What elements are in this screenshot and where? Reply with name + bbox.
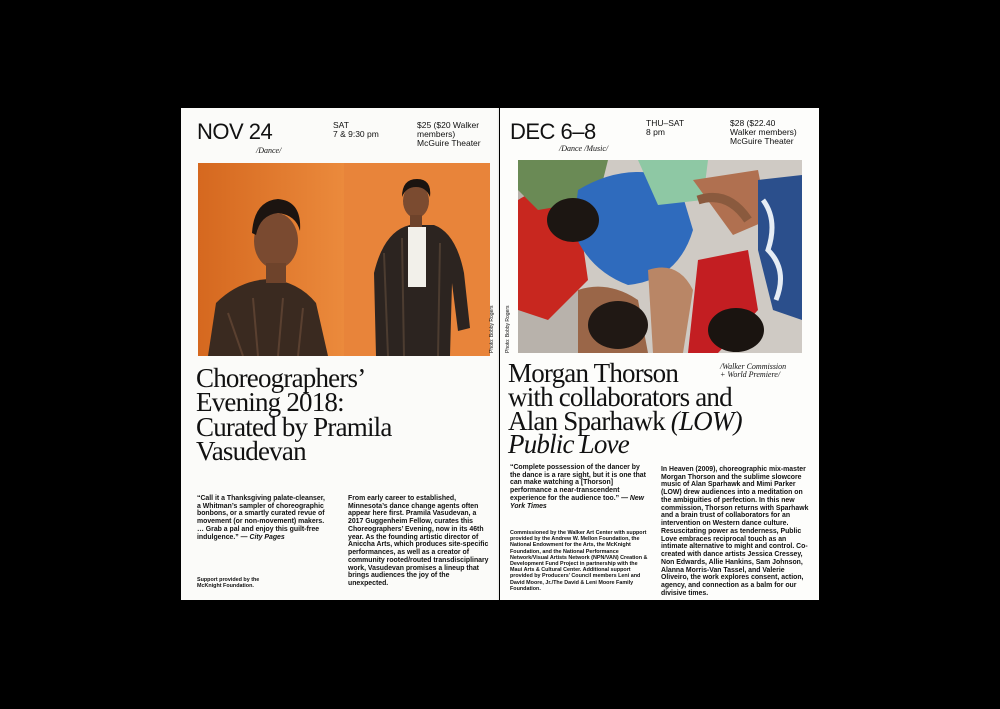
event-date: NOV 24 xyxy=(197,119,273,144)
press-quote: “Complete possession of the dancer by the dance is a rare sight, but it is one that can make watching a [Thorson] performance a near-transcendent experience for the audience too.” — New York Times xyxy=(510,464,646,510)
event-title: Choreographers’ Evening 2018: Curated by Pramila Vasudevan xyxy=(196,363,392,466)
left-page xyxy=(181,108,499,600)
right-page xyxy=(500,108,819,600)
commission-note: /Walker Commission + World Premiere/ xyxy=(720,362,787,380)
event-title: Morgan Thorson with collaborators and Alan Sparhawk (LOW) Public Love xyxy=(508,358,742,460)
support-credit: Support provided by the McKnight Foundation. xyxy=(197,577,260,590)
portrait-photo-2 xyxy=(344,163,490,356)
photo-credit: Photo: Bobby Rogers xyxy=(505,305,511,353)
event-date: DEC 6–8 xyxy=(510,119,596,144)
event-price-venue: $25 ($20 Walker members) McGuire Theater xyxy=(417,120,481,148)
photo-credit: Photo: Bobby Rogers xyxy=(489,305,495,353)
event-price-venue: $28 ($22.40 Walker members) McGuire Theater xyxy=(730,118,797,146)
event-description: In Heaven (2009), choreographic mix-master Morgan Thorson and the sublime slowcore music of Alan Sparhawk and Mimi Parker (LOW) drew audiences into a meditation on the ambiguities of perfection. In this new commission, Thorson returns with Sparhawk and a brain trust of collaborators for an intervention on Western dance culture. Resuscitating power as tenderness, Public Love embraces reciprocal touch as an intimate alternative to might and control. Co-created with dance artists Jessica Cressey, Non Edwards, Allie Hankins, Sam Johnson, Alanna Morris-Van Tassel, and Valerie Oliveiro, the work explores consent, action, agency, and connection as a balm for our divisive times. xyxy=(661,466,809,597)
press-quote: “Call it a Thanksgiving palate-cleanser, a Whitman’s sampler of choreographic bonbons, or a smartly curated revue of movement (or non-movement) makers. … Grab a pal and enjoy this guilt-free indulgence.” — City Pages xyxy=(197,495,325,541)
event-description: From early career to established, Minnesota’s dance change agents often appear here first. Pramila Vasudevan, a 2017 Guggenheim Fellow, curates this Choreographers’ Evening, now in its 46th year. As the founding artistic director of Aniccha Arts, which produces site-specific performances, as well as a creator of community rooted/routed transdisciplinary work, Vasudevan promises a lineup that brings audiences the joy of the unexpected. xyxy=(348,495,489,588)
category-tag: /Dance /Music/ xyxy=(559,144,609,153)
dancers-photo xyxy=(518,160,802,353)
commission-credit: Commissioned by the Walker Art Center with support provided by the Andrew W. Mellon Foundation, the National Endowment for the Arts, the McKnight Foundation, and the National Performance Network/Visual Artists Network (NPN/VAN) Creation & Development Fund Project in partnership with the Maui Arts & Cultural Center. Additional support provided by Producers’ Council members Leni and David Moore, Jr./The David & Leni Moore Family Foundation. xyxy=(510,530,648,592)
portrait-photo-1 xyxy=(198,163,344,356)
category-tag: /Dance/ xyxy=(256,146,282,155)
event-day-time: THU–SAT 8 pm xyxy=(646,118,685,137)
event-day-time: SAT 7 & 9:30 pm xyxy=(333,120,379,139)
